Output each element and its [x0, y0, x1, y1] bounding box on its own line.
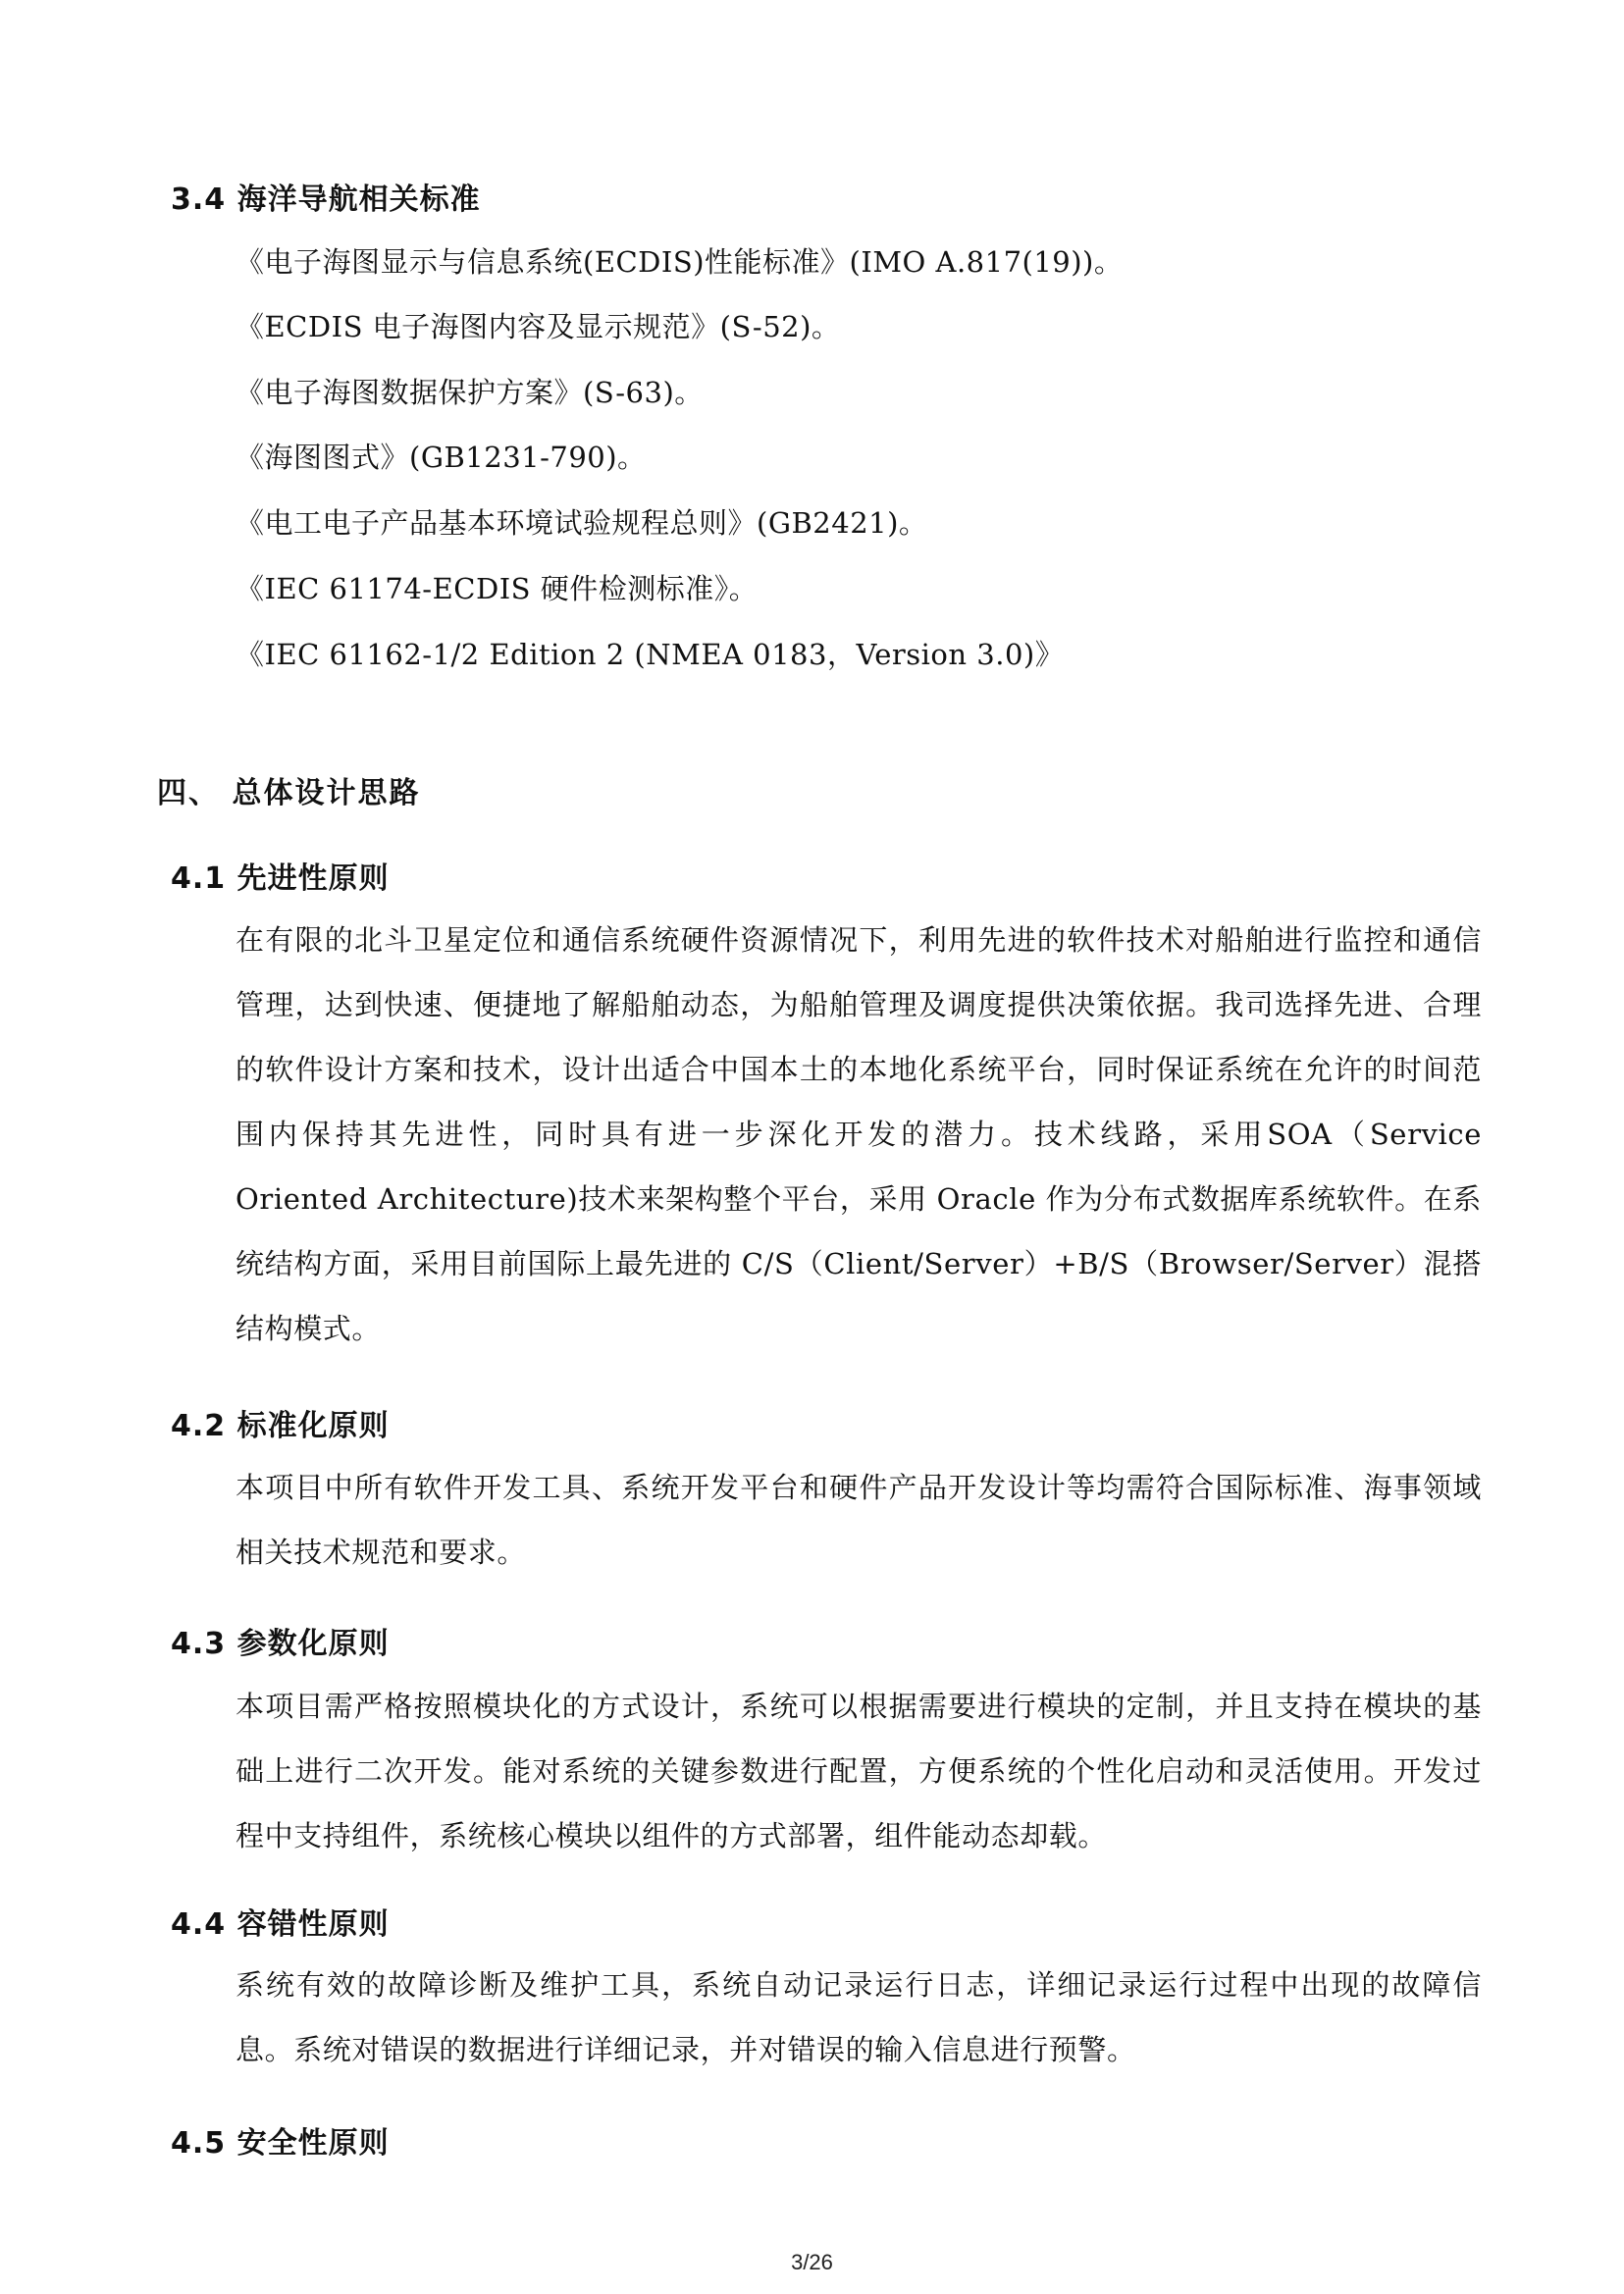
paragraph-4-4: 系统有效的故障诊断及维护工具，系统自动记录运行日志，详细记录运行过程中出现的故障信息。系统对错误的数据进行详细记录，并对错误的输入信息进行预警。 — [236, 1968, 1482, 2066]
page-number: 3/26 — [791, 2250, 833, 2274]
reference-item: 《IEC 61174-ECDIS 硬件检测标准》。 — [236, 572, 759, 605]
reference-item: 《电子海图数据保护方案》(S-63)。 — [236, 376, 704, 409]
heading-4-4: 4.4 容错性原则 — [171, 1907, 390, 1942]
heading-4-3: 4.3 参数化原则 — [171, 1627, 390, 1661]
paragraph-4-1: 在有限的北斗卫星定位和通信系统硬件资源情况下，利用先进的软件技术对船舶进行监控和通信管理，达到快速、便捷地了解船舶动态，为船舶管理及调度提供决策依据。我司选择先进、合理的软件设计方案和技术，设计出适合中国本土的本地化系统平台，同时保证系统在允许的时间范围内保持其先进性，同时具有进一步深化开发的潜力。技术线路，采用SOA（Service Oriented Architecture)技术来架构整个平台，采用 Oracle 作为分布式数据库系统软件。在系统结构方面，采用目前国际上最先进的 C/S（Client/Server）+B/S（Browser/Server）混搭结构模式。 — [236, 923, 1482, 1345]
paragraph-4-3: 本项目需严格按照模块化的方式设计，系统可以根据需要进行模块的定制，并且支持在模块的基础上进行二次开发。能对系统的关键参数进行配置，方便系统的个性化启动和灵活使用。开发过程中支持组件，系统核心模块以组件的方式部署，组件能动态却载。 — [236, 1690, 1482, 1852]
reference-item: 《ECDIS 电子海图内容及显示规范》(S-52)。 — [236, 310, 841, 343]
reference-item: 《海图图式》(GB1231-790)。 — [236, 441, 647, 474]
paragraph-4-2: 本项目中所有软件开发工具、系统开发平台和硬件产品开发设计等均需符合国际标准、海事领域相关技术规范和要求。 — [236, 1471, 1482, 1569]
reference-item: 《电子海图显示与信息系统(ECDIS)性能标准》(IMO A.817(19))。 — [236, 245, 1124, 279]
heading-section-4: 四、 总体设计思路 — [157, 776, 421, 810]
heading-4-1: 4.1 先进性原则 — [171, 861, 390, 896]
heading-4-5: 4.5 安全性原则 — [171, 2126, 390, 2161]
reference-item: 《电工电子产品基本环境试验规程总则》(GB2421)。 — [236, 506, 928, 540]
heading-4-2: 4.2 标准化原则 — [171, 1409, 390, 1443]
reference-item: 《IEC 61162-1/2 Edition 2 (NMEA 0183，Version 3.0)》 — [236, 638, 1065, 671]
heading-3-4: 3.4 海洋导航相关标准 — [171, 182, 481, 217]
